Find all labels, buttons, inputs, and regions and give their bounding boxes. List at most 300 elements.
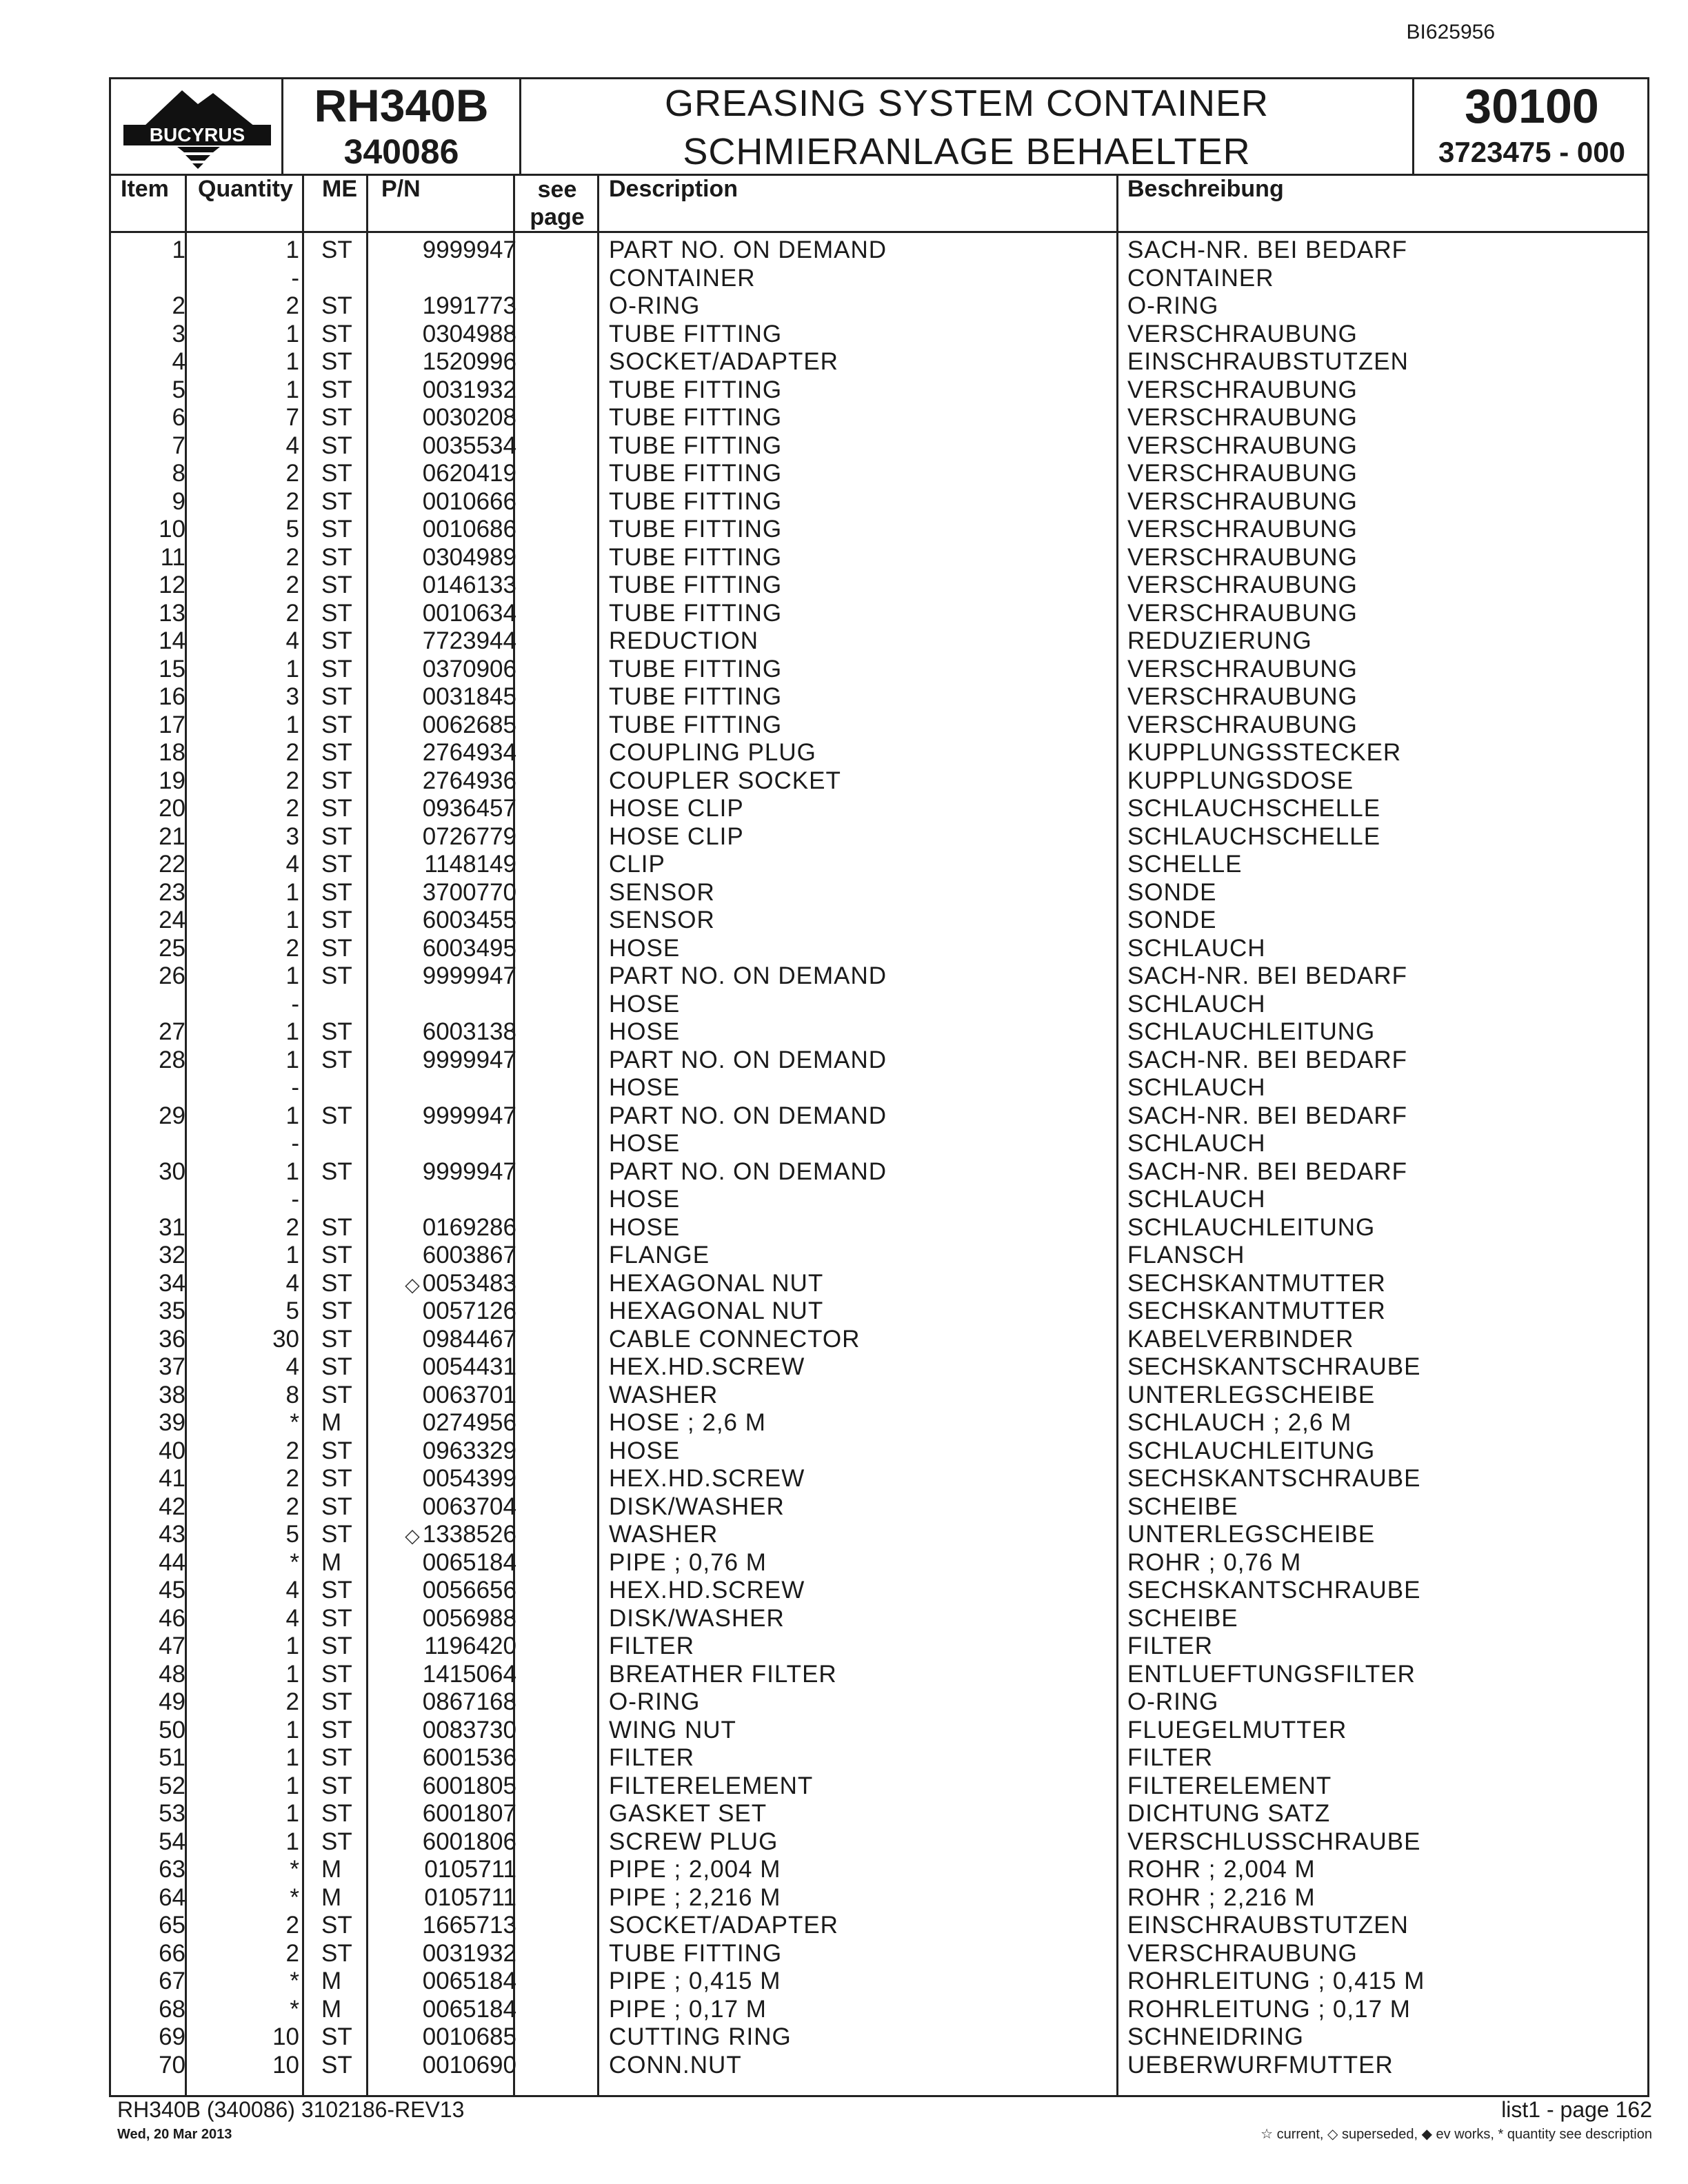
beschreibung: UEBERWURFMUTTER [1127,2051,1394,2079]
part-number: 0063704 [422,1493,516,1520]
quantity: 30 [272,1325,299,1353]
beschreibung: SCHLAUCH ; 2,6 M [1127,1409,1352,1436]
quantity: 8 [285,1381,299,1408]
quantity: 1 [285,962,299,989]
item-number: 49 [159,1688,185,1715]
part-number: 0620419 [422,460,516,487]
unit: ST [321,739,352,766]
item-number: 29 [159,1102,185,1129]
quantity: 2 [285,460,299,487]
item-number: 41 [159,1465,185,1492]
description: HOSE [609,1437,681,1464]
part-number: 0304989 [422,543,516,571]
unit: M [321,1883,342,1911]
title-english: GREASING SYSTEM CONTAINER [664,83,1269,124]
unit: ST [321,1912,352,1939]
beschreibung: FILTER [1127,1632,1213,1659]
beschreibung: DICHTUNG SATZ [1127,1800,1331,1827]
item-number: 25 [159,934,185,962]
beschreibung: SCHLAUCH [1127,990,1266,1018]
table-row [111,1968,1647,1996]
part-number: 1196420 [424,1632,516,1659]
item-number: 6 [172,404,185,431]
item-number: 17 [159,711,185,738]
unit: ST [321,432,352,459]
table-row [111,851,1647,879]
beschreibung: SCHELLE [1127,851,1243,878]
table-row [111,1382,1647,1410]
beschreibung: VERSCHRAUBUNG [1127,404,1358,431]
quantity: 10 [272,2023,299,2050]
quantity: 1 [285,1716,299,1743]
quantity: 5 [285,1297,299,1324]
description: HOSE [609,1213,681,1241]
part-number: 6003495 [422,934,516,962]
item-number: 43 [159,1521,185,1548]
unit: ST [321,1465,352,1492]
model-number: RH340B [314,80,489,131]
table-row [111,1102,1647,1131]
part-number: 0035534 [422,432,516,459]
unit: ST [321,962,352,989]
item-number: 26 [159,962,185,989]
description: SCREW PLUG [609,1828,778,1855]
beschreibung: SCHLAUCHLEITUNG [1127,1018,1376,1045]
item-number: 28 [159,1046,185,1073]
part-number: 0169286 [422,1213,516,1241]
beschreibung: VERSCHRAUBUNG [1127,432,1358,459]
description: BREATHER FILTER [609,1660,837,1688]
item-number: 47 [159,1632,185,1659]
part-number: 1665713 [422,1912,516,1939]
col-header-pn: P/N [381,176,421,202]
description: FILTERELEMENT [609,1772,814,1799]
description: TUBE FITTING [609,711,783,738]
item-number: 13 [159,599,185,627]
beschreibung: SACH-NR. BEI BEDARF [1127,1157,1407,1185]
quantity: 2 [285,739,299,766]
table-row [111,991,1647,1019]
quantity: 4 [285,1269,299,1297]
item-number: 16 [159,683,185,710]
description: O-RING [609,292,701,319]
item-number: 65 [159,1912,185,1939]
unit: ST [321,348,352,375]
table-row [111,1661,1647,1689]
quantity: 5 [285,1521,299,1548]
table-row [111,348,1647,376]
table-row [111,1409,1647,1437]
unit: ST [321,516,352,543]
quantity: - [291,990,299,1018]
beschreibung: KABELVERBINDER [1127,1325,1354,1353]
quantity: 1 [285,655,299,682]
quantity: 3 [285,822,299,850]
description: FLANGE [609,1242,710,1268]
beschreibung: VERSCHRAUBUNG [1127,655,1358,682]
part-number: 6001807 [422,1800,516,1827]
beschreibung: SCHLAUCHSCHELLE [1127,822,1381,850]
unit: ST [321,767,352,794]
superseded-icon: ◇ [405,1273,420,1295]
description: CONN.NUT [609,2051,742,2079]
beschreibung: SCHLAUCHSCHELLE [1127,795,1381,822]
table-row [111,265,1647,293]
unit: ST [321,376,352,403]
table-row [111,1744,1647,1772]
beschreibung: FILTER [1127,1744,1213,1771]
quantity: 2 [285,572,299,598]
description: PART NO. ON DEMAND [609,962,887,989]
unit: ST [321,1242,352,1268]
unit: ST [321,1939,352,1967]
quantity: 2 [285,487,299,515]
unit: ST [321,599,352,627]
item-number: 11 [160,543,185,571]
part-number: 9999947 [422,236,516,263]
description: HOSE [609,990,681,1018]
part-number: 6001536 [422,1744,516,1771]
symbol-legend: ☆ current, ◇ superseded, ◆ ev works, * quantity see description [1260,2127,1652,2142]
description: HOSE [609,1018,681,1045]
superseded-icon: ◇ [405,1525,420,1546]
table-row [111,1158,1647,1186]
table-row [111,1828,1647,1857]
unit: ST [321,851,352,878]
unit: ST [321,822,352,850]
unit: ST [321,1828,352,1855]
table-row [111,823,1647,851]
beschreibung: VERSCHRAUBUNG [1127,376,1358,403]
description: FILTER [609,1744,694,1771]
quantity: 2 [285,543,299,571]
unit: ST [321,1269,352,1297]
description: HEX.HD.SCREW [609,1465,805,1492]
beschreibung: SECHSKANTMUTTER [1127,1297,1386,1324]
beschreibung: SECHSKANTSCHRAUBE [1127,1577,1421,1604]
col-header-beschreibung: Beschreibung [1127,176,1284,202]
unit: ST [321,878,352,906]
beschreibung: VERSCHRAUBUNG [1127,543,1358,571]
item-number: 4 [172,348,185,375]
beschreibung: ROHRLEITUNG ; 0,415 M [1127,1968,1425,1994]
description: TUBE FITTING [609,543,783,571]
beschreibung: SONDE [1127,878,1217,906]
part-number: 0370906 [422,655,516,682]
description: HOSE CLIP [609,822,744,850]
beschreibung: SCHLAUCHLEITUNG [1127,1437,1376,1464]
item-number: 37 [159,1353,185,1380]
beschreibung: REDUZIERUNG [1127,627,1312,654]
table-row [111,1046,1647,1075]
unit: ST [321,1046,352,1073]
table-row [111,1353,1647,1382]
description: HOSE [609,1074,681,1101]
part-number: 0031845 [422,683,516,710]
unit: ST [321,543,352,571]
item-number: 48 [159,1660,185,1688]
description: HEXAGONAL NUT [609,1297,824,1324]
part-number: 0083730 [422,1716,516,1743]
unit: ST [321,907,352,933]
item-number: 63 [159,1856,185,1883]
part-number: 0105711 [424,1856,516,1883]
group-cell [1414,79,1649,174]
beschreibung: FLANSCH [1127,1242,1245,1268]
part-number: 1148149 [424,851,516,878]
parts-list-frame [109,77,1649,2097]
footer-date: Wed, 20 Mar 2013 [117,2127,232,2142]
table-row [111,1772,1647,1801]
part-number: 0031932 [422,376,516,403]
item-number: 46 [159,1604,185,1632]
description: TUBE FITTING [609,683,783,710]
group-number: 30100 [1465,79,1599,133]
part-number: 0010666 [422,487,516,515]
item-number: 24 [159,907,185,933]
unit: ST [321,1521,352,1548]
description: CONTAINER [609,264,756,292]
unit: ST [321,320,352,347]
item-number: 52 [159,1772,185,1799]
item-number: 34 [159,1269,185,1297]
quantity: 2 [285,1437,299,1464]
unit: ST [321,1800,352,1827]
col-header-see-page: see page [530,176,585,230]
description: DISK/WASHER [609,1604,785,1632]
beschreibung: KUPPLUNGSSTECKER [1127,739,1402,766]
quantity: 1 [285,1632,299,1659]
beschreibung: SECHSKANTSCHRAUBE [1127,1465,1421,1492]
beschreibung: UNTERLEGSCHEIBE [1127,1381,1376,1408]
footer-reference: RH340B (340086) 3102186-REV13 [117,2097,465,2122]
description: SENSOR [609,878,715,906]
part-number-text: 0053483 [422,1269,516,1297]
beschreibung: ROHR ; 2,004 M [1127,1856,1316,1883]
quantity: * [290,1995,299,2023]
description: TUBE FITTING [609,404,783,431]
description: PIPE ; 2,216 M [609,1883,781,1911]
quantity: 2 [285,767,299,794]
item-number: 64 [159,1883,185,1911]
unit: ST [321,1632,352,1659]
table-row [111,627,1647,656]
table-row [111,1493,1647,1521]
description: HOSE [609,1130,681,1157]
description: SENSOR [609,907,715,933]
description: PART NO. ON DEMAND [609,236,887,263]
page-number: list1 - page 162 [1501,2097,1652,2122]
quantity: 1 [285,1102,299,1129]
quantity: 3 [285,683,299,710]
unit: ST [321,711,352,738]
beschreibung: O-RING [1127,292,1219,319]
col-header-quantity: Quantity [198,176,293,202]
table-row [111,1270,1647,1298]
description: HOSE ; 2,6 M [609,1409,766,1436]
quantity: * [290,1883,299,1911]
quantity: 4 [285,627,299,654]
part-number: 1415064 [422,1660,516,1688]
item-number: 12 [159,572,185,598]
table-row [111,711,1647,740]
table-row [111,1074,1647,1102]
item-number: 15 [159,655,185,682]
unit: ST [321,1157,352,1185]
beschreibung: SECHSKANTSCHRAUBE [1127,1353,1421,1380]
unit: ST [321,1018,352,1045]
item-number: 44 [159,1548,185,1576]
part-number: 0936457 [422,795,516,822]
unit: ST [321,1772,352,1799]
part-number: 0010634 [422,599,516,627]
description: TUBE FITTING [609,655,783,682]
part-number [405,1270,516,1300]
unit: ST [321,1493,352,1520]
quantity: 1 [285,1660,299,1688]
description: TUBE FITTING [609,432,783,459]
model-serial: 340086 [343,132,459,171]
description: HEX.HD.SCREW [609,1577,805,1604]
quantity: 2 [285,1213,299,1241]
description: GASKET SET [609,1800,767,1827]
unit: M [321,1548,342,1576]
beschreibung: KUPPLUNGSDOSE [1127,767,1354,794]
part-number: 9999947 [422,962,516,989]
item-number: 5 [172,376,185,403]
table-row [111,544,1647,572]
description: DISK/WASHER [609,1493,785,1520]
table-row [111,1884,1647,1912]
beschreibung: FILTERELEMENT [1127,1772,1332,1799]
part-number: 0867168 [422,1688,516,1715]
table-row [111,1326,1647,1354]
item-number: 51 [159,1744,185,1771]
beschreibung: SCHEIBE [1127,1604,1238,1632]
part-number: 0056656 [422,1577,516,1604]
quantity: 1 [285,320,299,347]
unit: ST [321,934,352,962]
col-header-item: Item [121,176,169,202]
item-number: 69 [159,2023,185,2050]
group-subnumber: 3723475 - 000 [1438,136,1625,168]
part-number: 0054399 [422,1465,516,1492]
beschreibung: FLUEGELMUTTER [1127,1716,1347,1743]
description: FILTER [609,1632,694,1659]
unit: ST [321,683,352,710]
beschreibung: UNTERLEGSCHEIBE [1127,1521,1376,1548]
beschreibung: SACH-NR. BEI BEDARF [1127,1102,1407,1129]
table-row [111,1940,1647,1968]
unit: ST [321,1102,352,1129]
table-row [111,1717,1647,1745]
item-number: 36 [159,1325,185,1353]
table-row [111,962,1647,991]
quantity: 1 [285,1018,299,1045]
part-number: 0031932 [422,1939,516,1967]
part-number: 0062685 [422,711,516,738]
part-number: 0065184 [422,1995,516,2023]
col-header-me: ME [322,176,357,202]
table-row [111,572,1647,600]
quantity: 10 [272,2051,299,2079]
beschreibung: ROHR ; 2,216 M [1127,1883,1316,1911]
unit: ST [321,1660,352,1688]
description: TUBE FITTING [609,516,783,543]
part-number: 0010690 [422,2051,516,2079]
description: CABLE CONNECTOR [609,1325,861,1353]
part-number: 0065184 [422,1548,516,1576]
table-row [111,1521,1647,1549]
table-row [111,1632,1647,1661]
beschreibung: SCHLAUCHLEITUNG [1127,1213,1376,1241]
quantity: 4 [285,1604,299,1632]
part-number [405,1521,516,1550]
part-number: 7723944 [422,627,516,654]
item-number: 68 [159,1995,185,2023]
description: TUBE FITTING [609,572,783,598]
part-number: 6003138 [422,1018,516,1045]
description: PART NO. ON DEMAND [609,1102,887,1129]
quantity: 1 [285,878,299,906]
beschreibung: VERSCHRAUBUNG [1127,516,1358,543]
table-row [111,1577,1647,1605]
description: TUBE FITTING [609,599,783,627]
quantity: 1 [285,711,299,738]
description: PIPE ; 0,76 M [609,1548,767,1576]
quantity: 5 [285,516,299,543]
table-row [111,488,1647,516]
table-row [111,1605,1647,1633]
unit: ST [321,1213,352,1241]
table-row [111,1437,1647,1466]
bucyrus-logo [117,83,278,172]
table-row [111,656,1647,684]
quantity: 1 [285,1046,299,1073]
item-number: 39 [159,1409,185,1436]
part-number: 0726779 [422,822,516,850]
beschreibung: EINSCHRAUBSTUTZEN [1127,1912,1409,1939]
quantity: 1 [285,1828,299,1855]
item-number: 40 [159,1437,185,1464]
beschreibung: VERSCHRAUBUNG [1127,683,1358,710]
table-row [111,795,1647,823]
item-number: 2 [172,292,185,319]
part-number: 0963329 [422,1437,516,1464]
unit: ST [321,1744,352,1771]
table-row [111,1018,1647,1046]
table-row [111,460,1647,488]
footer-right [1260,2097,1652,2147]
table-row [111,516,1647,544]
unit: M [321,1856,342,1883]
item-number: 31 [159,1213,185,1241]
beschreibung: SCHEIBE [1127,1493,1238,1520]
quantity: 4 [285,432,299,459]
item-number: 1 [172,236,185,263]
table-row [111,1465,1647,1493]
description: COUPLER SOCKET [609,767,841,794]
table-row [111,1130,1647,1158]
part-number: 9999947 [422,1046,516,1073]
beschreibung: EINSCHRAUBSTUTZEN [1127,348,1409,375]
beschreibung: SCHLAUCH [1127,1130,1266,1157]
item-number: 32 [159,1242,185,1268]
quantity: 2 [285,1493,299,1520]
quantity: 2 [285,795,299,822]
table-row [111,907,1647,935]
quantity: * [290,1968,299,1994]
